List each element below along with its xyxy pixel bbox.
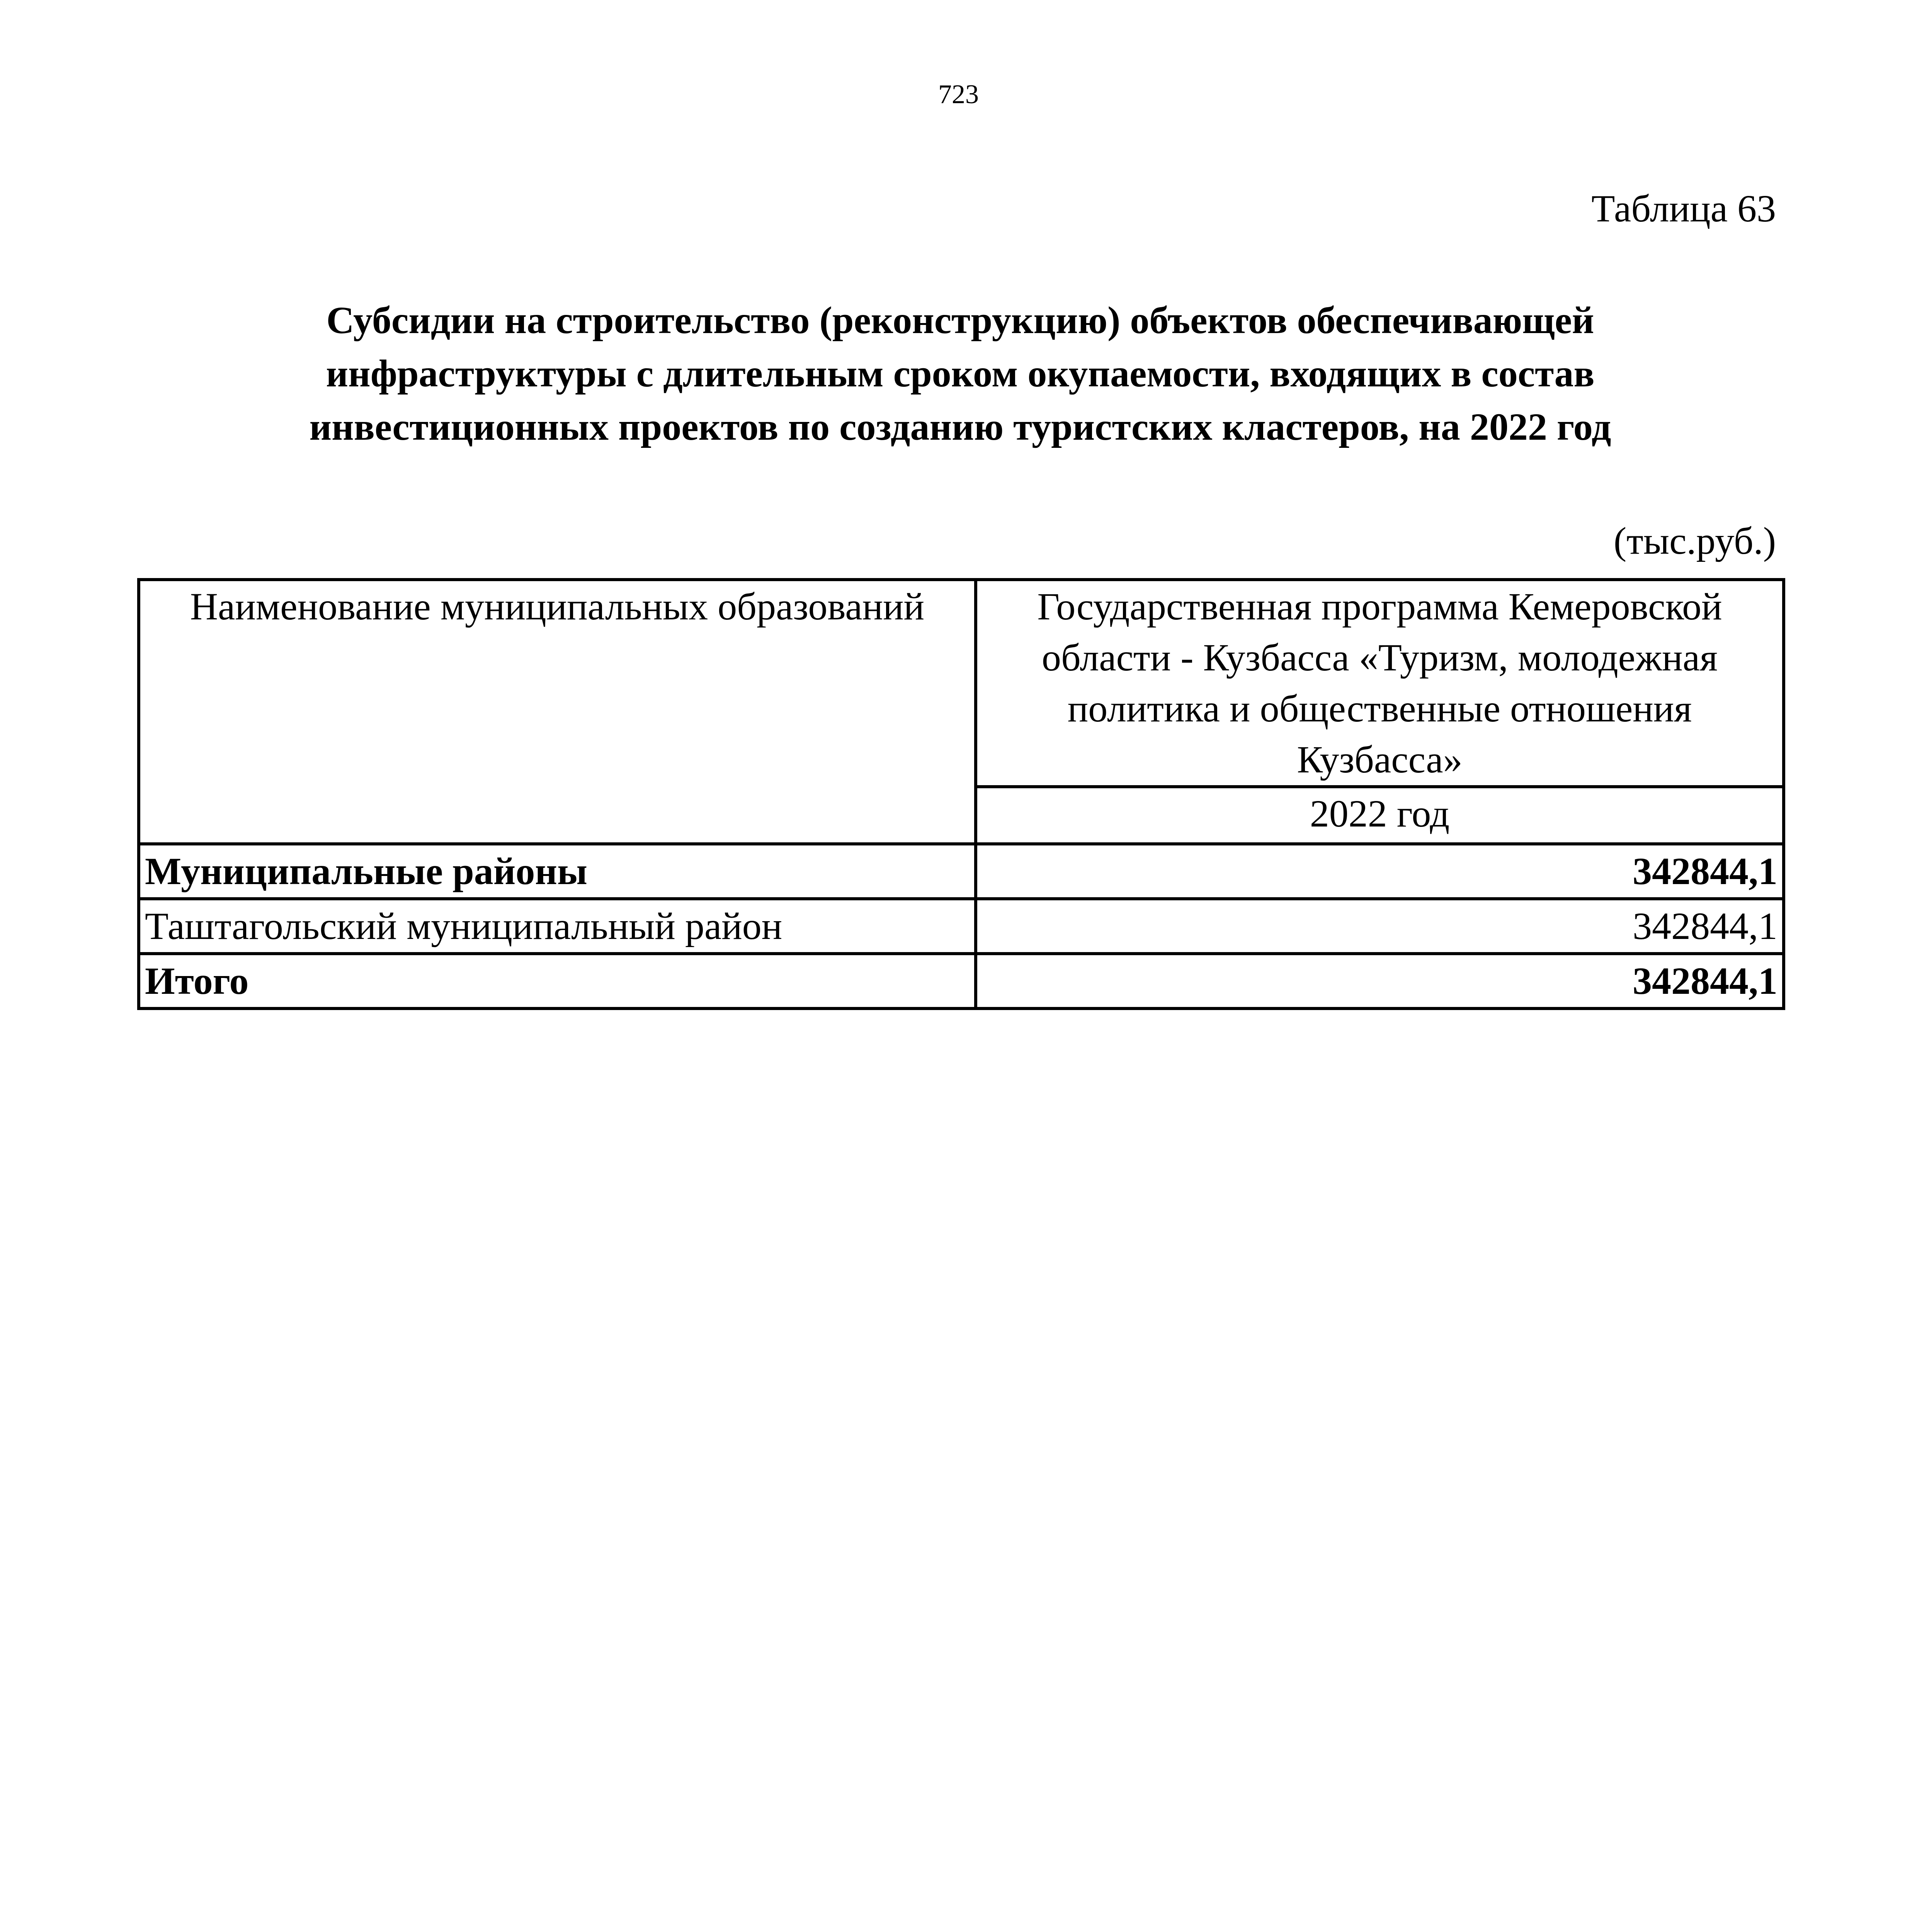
row-name: Муниципальные районы [139,844,976,899]
units-label: (тыс.руб.) [1613,519,1776,562]
table-row-total [139,954,1784,1009]
table-header-row [139,580,1784,787]
row-name: Итого [139,954,976,1009]
header-state-program: Государственная программа Кемеровской области - Кузбасса «Туризм, молодежная политика и общественные отношения Кузбасса» [976,580,1784,787]
subsidy-table [137,578,1785,1010]
row-value: 342844,1 [976,899,1784,954]
table-row-municipal-districts [139,844,1784,899]
page-number: 723 [938,80,979,109]
row-name: Таштагольский муниципальный район [139,899,976,954]
header-municipality-name: Наименование муниципальных образований [139,580,976,844]
table-label: Таблица 63 [1591,187,1776,230]
row-value: 342844,1 [976,954,1784,1009]
document-title: Субсидии на строительство (реконструкцию) объектов обеспечивающей инфраструктуры с длительным сроком окупаемости, входящих в состав инвестиционных проектов по созданию туристских кластеров, на 2022 год [309,299,1611,448]
header-year: 2022 год [976,787,1784,844]
table-row-tashtagol [139,899,1784,954]
row-value: 342844,1 [976,844,1784,899]
